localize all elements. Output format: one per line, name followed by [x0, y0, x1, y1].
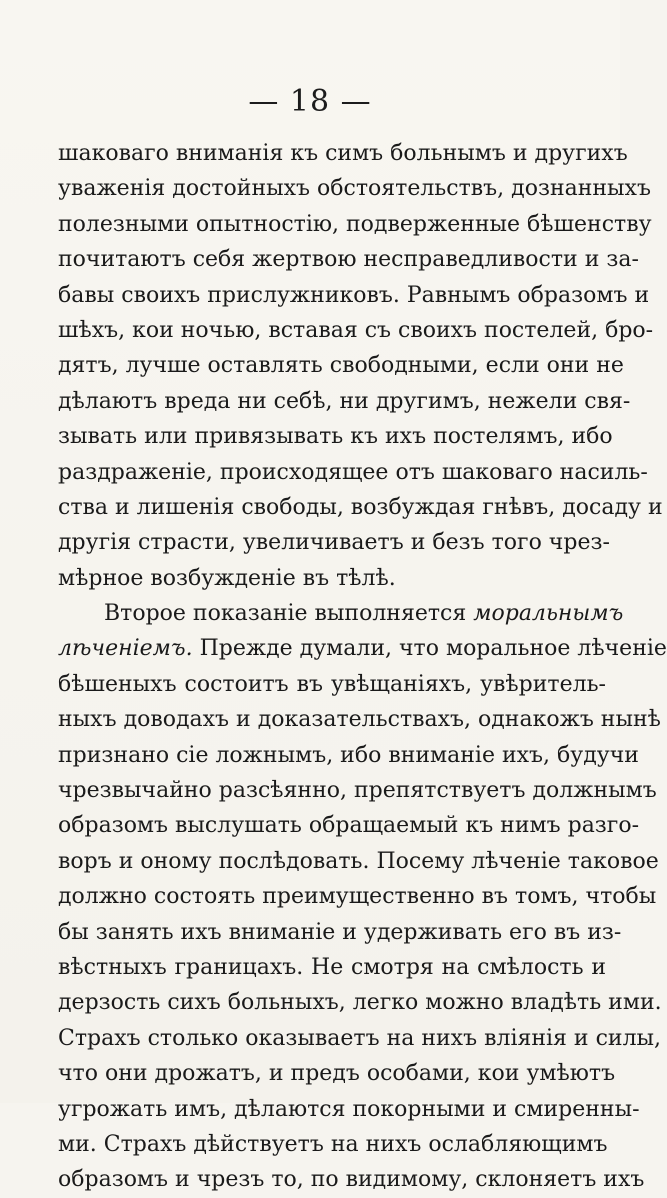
text-line: ми. Страхъ дѣйствуетъ на нихъ ослабляющимъ	[58, 1131, 608, 1157]
text-line: воръ и оному послѣдовать. Посему лѣченіе таковое	[58, 848, 659, 874]
text-line: уваженія достойныхъ обстоятельствъ, дознанныхъ	[58, 176, 651, 202]
italic-term: моральнымъ	[473, 601, 624, 627]
text-line: ства и лишенія свободы, возбуждая гнѣвъ, досаду и	[58, 494, 663, 520]
text-line	[58, 631, 667, 666]
text-line: Страхъ столько оказываетъ на нихъ вліянія и силы,	[58, 1025, 662, 1051]
text-line: образомъ выслушать обращаемый къ нимъ разго-	[58, 813, 640, 839]
text-line: чрезвычайно разсѣянно, препятствуетъ должнымъ	[58, 778, 657, 804]
text-line: зывать или привязывать къ ихъ постелямъ, ибо	[58, 424, 613, 450]
text-line: признано сіе ложнымъ, ибо вниманіе ихъ, будучи	[58, 742, 639, 768]
italic-term: лѣченіемъ.	[58, 636, 193, 662]
text-line: почитаютъ себя жертвою несправедливости и за-	[58, 247, 639, 273]
text-line: другія страсти, увеличиваетъ и безъ того чрез-	[58, 530, 610, 556]
text-line: дѣлаютъ вреда ни себѣ, ни другимъ, нежели свя-	[58, 388, 631, 414]
text-line: должно состоять преимущественно въ томъ, чтобы	[58, 884, 657, 910]
text-line: образомъ и чрезъ то, по видимому, склоняетъ ихъ	[58, 1167, 645, 1193]
text-line: бавы своихъ прислужниковъ. Равнымъ образомъ и	[58, 282, 650, 308]
text-line: шаковаго вниманія къ симъ больнымъ и другихъ	[58, 141, 628, 166]
text-line: раздраженіе, происходящее отъ шаковаго насиль-	[58, 459, 648, 485]
line-text: Второе показаніе выполняется	[104, 601, 467, 627]
page-number: — 18 —	[248, 84, 372, 119]
text-line: полезными опытностію, подверженные бѣшенству	[58, 211, 652, 237]
text-line: что они дрожатъ, и предъ особами, кои умѣютъ	[58, 1061, 616, 1087]
text-line: дятъ, лучше оставлять свободными, если они не	[58, 353, 624, 379]
body-text	[58, 136, 667, 1198]
text-line: угрожать имъ, дѣлаются покорными и смиренны-	[58, 1096, 640, 1122]
line-text: Прежде думали, что моральное лѣченіе	[192, 636, 667, 662]
text-line: шѣхъ, кои ночью, вставая съ своихъ постелей, бро-	[58, 317, 654, 343]
text-line: дерзость сихъ больныхъ, легко можно владѣть ими.	[58, 990, 662, 1016]
text-line: бы занять ихъ вниманіе и удерживать его въ из-	[58, 919, 622, 945]
text-line: ныхъ доводахъ и доказательствахъ, однакожъ нынѣ	[58, 707, 661, 733]
text-line: мѣрное возбужденіе въ тѣлѣ.	[58, 565, 396, 591]
text-line: вѣстныхъ границахъ. Не смотря на смѣлость и	[58, 954, 606, 980]
text-line: бѣшеныхъ состоитъ въ увѣщаніяхъ, увѣритель-	[58, 671, 606, 697]
paragraph-start-line	[58, 596, 624, 631]
